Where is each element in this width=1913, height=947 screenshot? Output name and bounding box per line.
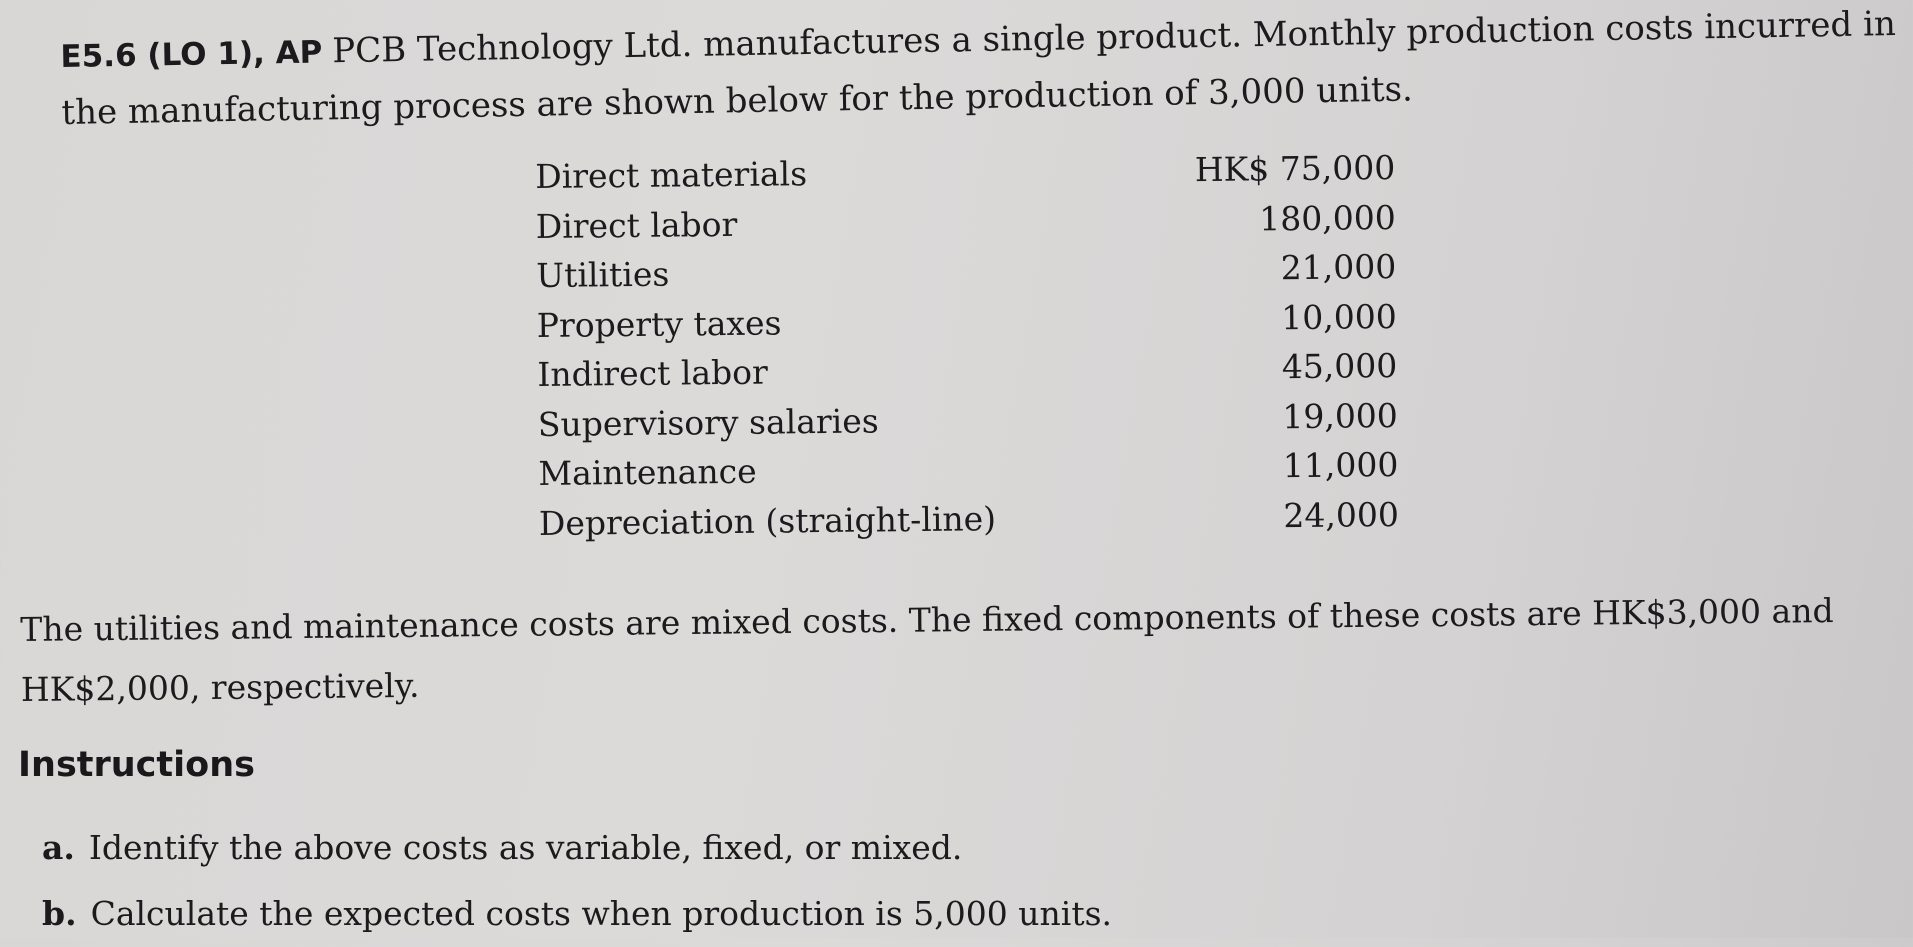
cost-label: Property taxes: [536, 303, 782, 345]
cost-value: 24,000: [1283, 494, 1400, 535]
exercise-intro: [60, 0, 1902, 141]
cost-label: Utilities: [536, 254, 670, 296]
instruction-text: Calculate the expected costs when production is 5,000 units.: [90, 894, 1112, 933]
cost-label: Maintenance: [538, 451, 757, 494]
cost-table: [535, 143, 1399, 548]
cost-label: Indirect labor: [537, 352, 769, 395]
cost-value: 180,000: [1259, 197, 1396, 239]
cost-value: 11,000: [1282, 445, 1399, 486]
cost-row: [536, 192, 1396, 251]
instructions-heading: Instructions: [18, 745, 255, 785]
cost-row: [537, 341, 1397, 400]
cost-row: [537, 291, 1397, 350]
cost-value: HK$ 75,000: [1194, 148, 1396, 190]
instruction-letter: b.: [42, 894, 77, 933]
cost-row: [539, 489, 1399, 548]
cost-label: Direct materials: [535, 154, 808, 197]
cost-row: [538, 440, 1398, 499]
cost-value: 21,000: [1280, 247, 1397, 288]
instruction-item: [42, 881, 1112, 947]
cost-row: [536, 242, 1396, 301]
mixed-costs-note: The utilities and maintenance costs are mixed costs. The fixed components of these costs are HK$3,000 and HK$2,000, respectively.: [20, 591, 1834, 709]
instruction-text: Identify the above costs as variable, fixed, or mixed.: [88, 828, 963, 867]
cost-value: 19,000: [1282, 395, 1399, 436]
instructions-list: [42, 815, 1112, 947]
cost-row: [538, 390, 1398, 449]
cost-label: Depreciation (straight-line): [538, 498, 997, 543]
bleed-through-text: [150, 420, 160, 455]
cost-label: Direct labor: [535, 204, 738, 246]
cost-label: Supervisory salaries: [537, 401, 879, 444]
instruction-letter: a.: [42, 828, 75, 867]
instruction-item: [42, 815, 1112, 881]
exercise-prompt: PCB Technology Ltd. manufactures a single product. Monthly production costs incurred in the manufacturing process are shown below for the production of 3,000 units.: [61, 3, 1897, 133]
cost-value: 45,000: [1281, 346, 1398, 387]
cost-row: [535, 143, 1395, 202]
exercise-id: E5.6 (LO 1), AP: [60, 34, 323, 75]
cost-value: 10,000: [1281, 296, 1397, 337]
